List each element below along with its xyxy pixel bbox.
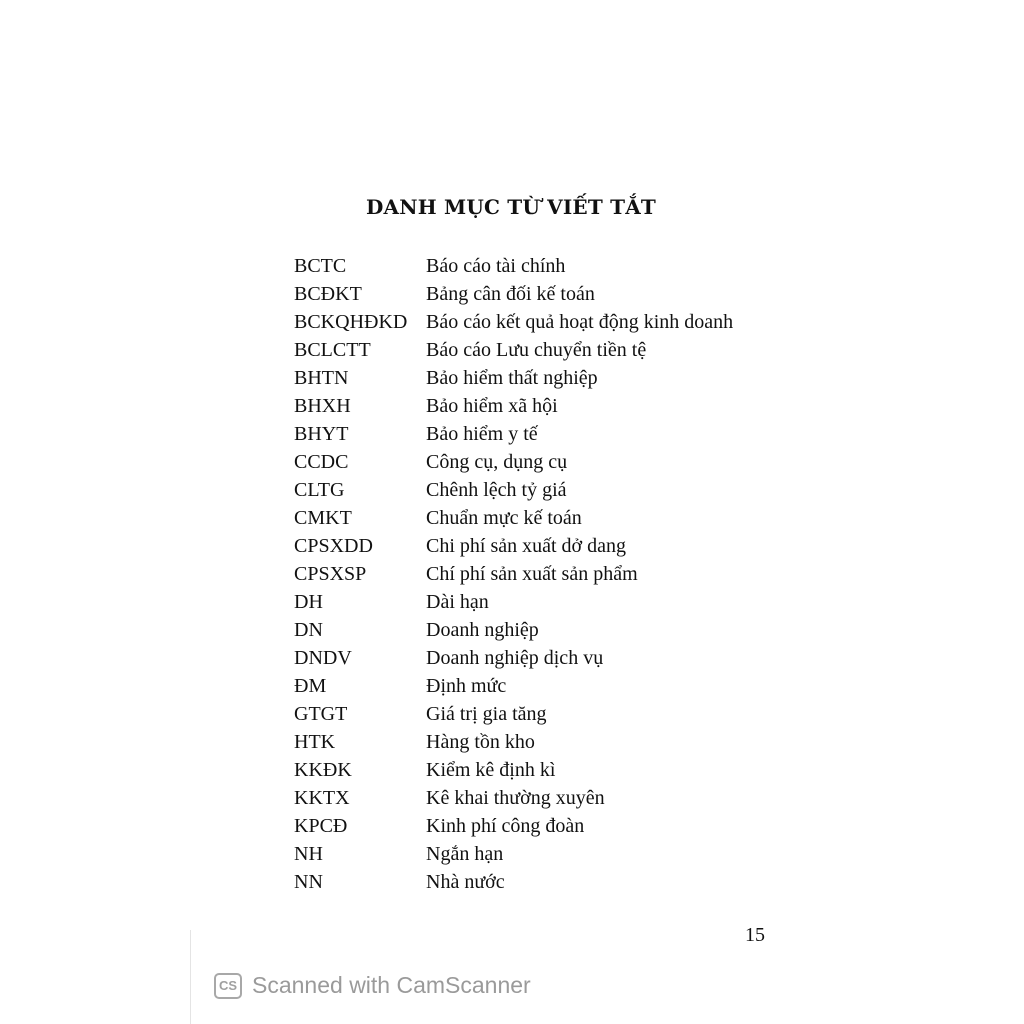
abbreviation-row <box>294 280 733 308</box>
definition: Định mức <box>426 675 507 697</box>
definition: Hàng tồn kho <box>426 731 535 753</box>
definition: Bảo hiểm thất nghiệp <box>426 367 598 389</box>
abbreviation-row <box>294 476 733 504</box>
abbreviation-row <box>294 868 733 896</box>
camscanner-watermark <box>214 972 531 999</box>
abbreviation: HTK <box>294 731 336 753</box>
abbreviation-row <box>294 364 733 392</box>
abbreviation-row <box>294 644 733 672</box>
abbreviation-row <box>294 308 733 336</box>
abbreviation: CLTG <box>294 479 345 501</box>
page-edge-shadow <box>190 930 191 1024</box>
definition: Bảo hiểm y tế <box>426 423 538 445</box>
abbreviation: BHTN <box>294 367 349 389</box>
abbreviation-list <box>294 252 733 896</box>
abbreviation: GTGT <box>294 703 348 725</box>
definition: Doanh nghiệp <box>426 619 539 641</box>
abbreviation: BCTC <box>294 255 347 277</box>
abbreviation-row <box>294 840 733 868</box>
camscanner-logo-icon: CS <box>214 973 242 999</box>
definition: Bảng cân đối kế toán <box>426 283 595 305</box>
abbreviation: ĐM <box>294 675 327 697</box>
definition: Báo cáo tài chính <box>426 255 566 277</box>
page-title: DANH MỤC TỪ VIẾT TẮT <box>366 195 656 219</box>
definition: Bảo hiểm xã hội <box>426 395 558 417</box>
definition: Doanh nghiệp dịch vụ <box>426 647 604 669</box>
definition: Kinh phí công đoàn <box>426 815 585 837</box>
abbreviation-row <box>294 784 733 812</box>
abbreviation: CCDC <box>294 451 349 473</box>
abbreviation: CPSXDD <box>294 535 373 557</box>
definition: Dài hạn <box>426 591 489 613</box>
abbreviation: KKTX <box>294 787 350 809</box>
abbreviation-row <box>294 700 733 728</box>
abbreviation-row <box>294 420 733 448</box>
abbreviation-row <box>294 728 733 756</box>
abbreviation: BCLCTT <box>294 339 371 361</box>
definition: Báo cáo Lưu chuyển tiền tệ <box>426 339 647 361</box>
definition: Chuẩn mực kế toán <box>426 507 582 529</box>
abbreviation: BHXH <box>294 395 351 417</box>
abbreviation-row <box>294 252 733 280</box>
abbreviation-row <box>294 532 733 560</box>
abbreviation-row <box>294 560 733 588</box>
abbreviation-row <box>294 756 733 784</box>
abbreviation-row <box>294 392 733 420</box>
definition: Ngắn hạn <box>426 843 504 865</box>
definition: Chi phí sản xuất dở dang <box>426 535 626 557</box>
definition: Công cụ, dụng cụ <box>426 451 568 473</box>
abbreviation: BHYT <box>294 423 349 445</box>
abbreviation: BCKQHĐKD <box>294 311 408 333</box>
abbreviation-row <box>294 588 733 616</box>
definition: Nhà nước <box>426 871 505 893</box>
abbreviation: DH <box>294 591 323 613</box>
abbreviation-row <box>294 336 733 364</box>
definition: Giá trị gia tăng <box>426 703 547 725</box>
abbreviation: DNDV <box>294 647 352 669</box>
abbreviation-row <box>294 504 733 532</box>
abbreviation: KKĐK <box>294 759 352 781</box>
abbreviation-row <box>294 672 733 700</box>
abbreviation: BCĐKT <box>294 283 362 305</box>
definition: Kiểm kê định kì <box>426 759 556 781</box>
abbreviation-row <box>294 616 733 644</box>
abbreviation: CMKT <box>294 507 352 529</box>
abbreviation: KPCĐ <box>294 815 348 837</box>
definition: Kê khai thường xuyên <box>426 787 605 809</box>
abbreviation-row <box>294 812 733 840</box>
definition: Chênh lệch tỷ giá <box>426 479 567 501</box>
page-number: 15 <box>745 924 765 946</box>
definition: Báo cáo kết quả hoạt động kinh doanh <box>426 311 734 333</box>
watermark-text: Scanned with CamScanner <box>252 972 531 998</box>
abbreviation: NH <box>294 843 323 865</box>
abbreviation: CPSXSP <box>294 563 367 585</box>
abbreviation-row <box>294 448 733 476</box>
definition: Chí phí sản xuất sản phẩm <box>426 563 638 585</box>
abbreviation: DN <box>294 619 323 641</box>
abbreviation: NN <box>294 871 323 893</box>
